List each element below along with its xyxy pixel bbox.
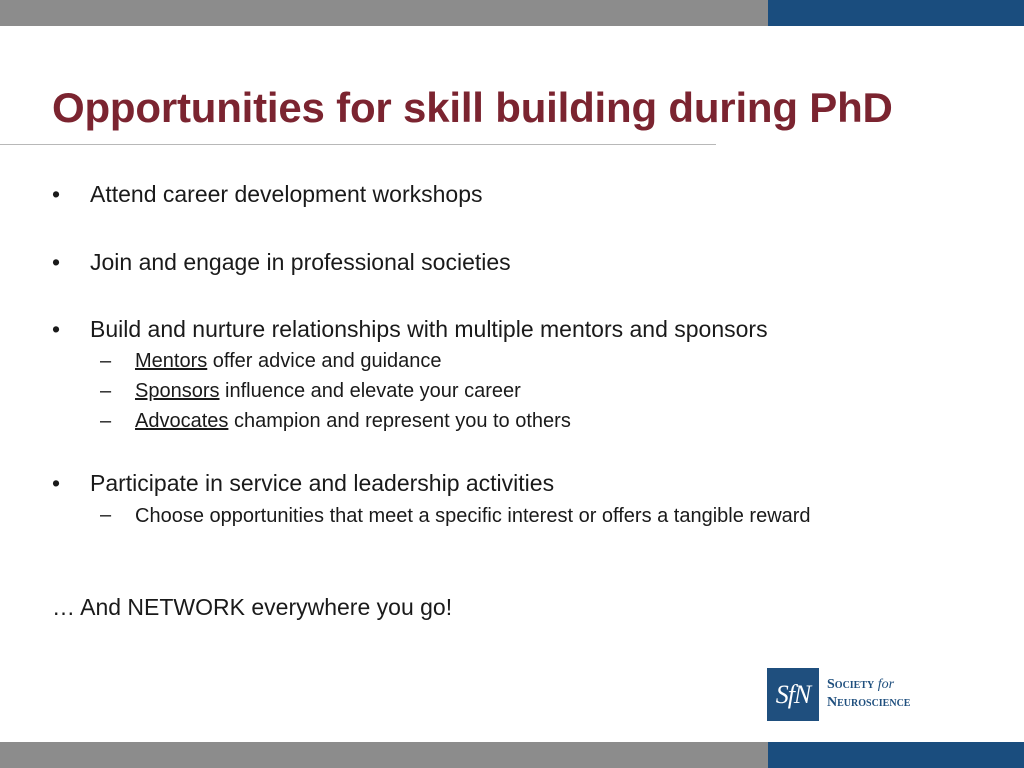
sub-bullet-marker: –: [100, 350, 112, 372]
logo-word-society: Society: [827, 677, 875, 692]
sub-bullet-term: Advocates: [135, 410, 229, 432]
closing-statement: … And NETWORK everywhere you go!: [52, 594, 453, 620]
bottom-accent-bar: [0, 742, 1024, 768]
title-divider: [0, 144, 716, 145]
sub-bullet-marker: –: [100, 410, 112, 432]
sub-bullet-term: Sponsors: [135, 380, 220, 402]
bullet-marker: •: [52, 470, 61, 496]
sfn-wordmark: [827, 676, 910, 712]
logo-word-neuroscience: Neuroscience: [827, 695, 911, 710]
sub-bullet-rest: champion and represent you to others: [228, 410, 571, 432]
logo-word-for: for: [877, 677, 895, 692]
bullet-text: Attend career development workshops: [90, 181, 483, 207]
top-bar-gray-segment: [0, 0, 768, 26]
sub-bullet-text: [135, 410, 571, 433]
sfn-logo: [767, 668, 947, 722]
sub-bullet-text: [135, 380, 521, 403]
sub-bullet-text: Choose opportunities that meet a specific interest or offers a tangible reward: [135, 505, 811, 527]
bullet-text: Build and nurture relationships with multiple mentors and sponsors: [90, 316, 768, 342]
sfn-monogram: SfN: [767, 668, 819, 721]
top-accent-bar: [0, 0, 1024, 26]
sub-bullet-term: Mentors: [135, 350, 208, 372]
sub-bullet-rest: influence and elevate your career: [219, 380, 521, 402]
bullet-text: Join and engage in professional societies: [90, 249, 511, 275]
sub-bullet-rest: offer advice and guidance: [207, 350, 442, 372]
sub-bullet-marker: –: [100, 504, 112, 526]
sub-bullet-marker: –: [100, 380, 112, 402]
bottom-bar-gray-segment: [0, 742, 768, 768]
bullet-marker: •: [52, 316, 61, 342]
top-bar-blue-segment: [768, 0, 1024, 26]
slide-title: Opportunities for skill building during PhD: [52, 84, 893, 131]
bottom-bar-blue-segment: [768, 742, 1024, 768]
bullet-text: Participate in service and leadership activities: [90, 470, 555, 496]
sub-bullet-text: [135, 350, 442, 373]
bullet-marker: •: [52, 249, 61, 275]
bullet-marker: •: [52, 181, 61, 207]
